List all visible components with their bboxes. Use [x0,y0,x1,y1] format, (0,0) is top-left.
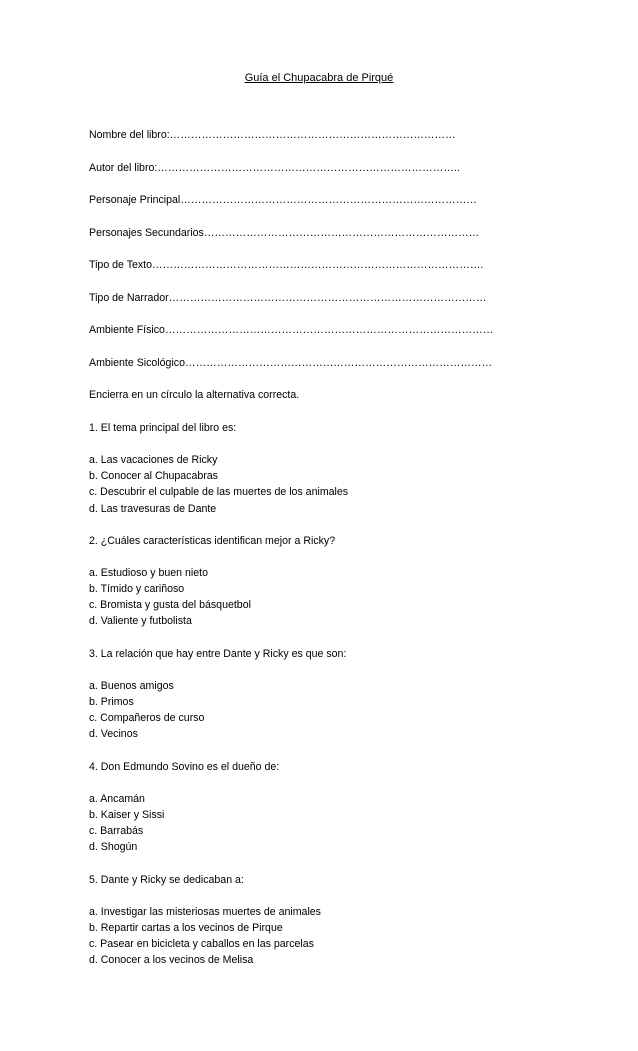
question-4: 4. Don Edmundo Sovino es el dueño de: [89,761,280,773]
question-2-option-c: c. Bromista y gusta del básquetbol [89,599,251,611]
question-2: 2. ¿Cuáles características identifican mejor a Ricky? [89,535,336,547]
question-4-option-b: b. Kaiser y Sissi [89,809,165,821]
question-1-option-d: d. Las travesuras de Dante [89,503,217,515]
question-2-option-b: b. Tímido y cariñoso [89,583,185,595]
question-3: 3. La relación que hay entre Dante y Ricky es que son: [89,648,347,660]
question-1-option-b: b. Conocer al Chupacabras [89,470,218,482]
question-5-option-b: b. Repartir cartas a los vecinos de Pirque [89,922,283,934]
field-physical-setting: Ambiente Físico………………………………………………………………………………… [89,324,494,336]
field-text-type: Tipo de Texto…………………………………………………………………………………. [89,259,484,271]
question-4-option-a: a. Ancamán [89,793,145,805]
question-3-option-a: a. Buenos amigos [89,680,174,692]
field-book-name: Nombre del libro:……………………………………………………………………… [89,129,456,141]
question-2-option-a: a. Estudioso y buen nieto [89,567,208,579]
question-1-option-c: c. Descubrir el culpable de las muertes de los animales [89,486,349,498]
question-5-option-c: c. Pasear en bicicleta y caballos en las parcelas [89,938,314,950]
question-5-option-d: d. Conocer a los vecinos de Melisa [89,954,254,966]
field-main-character: Personaje Principal………………………………………………………………………… [89,194,477,206]
page-title [0,71,638,85]
page-title-text: Guía el Chupacabra de Pirqué [244,72,394,84]
question-2-option-d: d. Valiente y futbolista [89,615,192,627]
question-3-option-b: b. Primos [89,696,134,708]
field-secondary-characters: Personajes Secundarios…………………………………………………………………… [89,227,480,239]
question-5-option-a: a. Investigar las misteriosas muertes de animales [89,906,321,918]
field-author: Autor del libro:………………………………………………………………………….. [89,162,460,174]
field-narrator-type: Tipo de Narrador……………………………………………………………………………… [89,292,487,304]
question-1-option-a: a. Las vacaciones de Ricky [89,454,218,466]
question-5: 5. Dante y Ricky se dedicaban a: [89,874,244,886]
field-psychological-setting: Ambiente Sicológico…………………………………………………………………………… [89,357,493,369]
question-3-option-d: d. Vecinos [89,728,138,740]
question-4-option-c: c. Barrabás [89,825,144,837]
question-3-option-c: c. Compañeros de curso [89,712,205,724]
question-4-option-d: d. Shogún [89,841,138,853]
question-1: 1. El tema principal del libro es: [89,422,237,434]
instruction-text: Encierra en un círculo la alternativa correcta. [89,389,300,401]
